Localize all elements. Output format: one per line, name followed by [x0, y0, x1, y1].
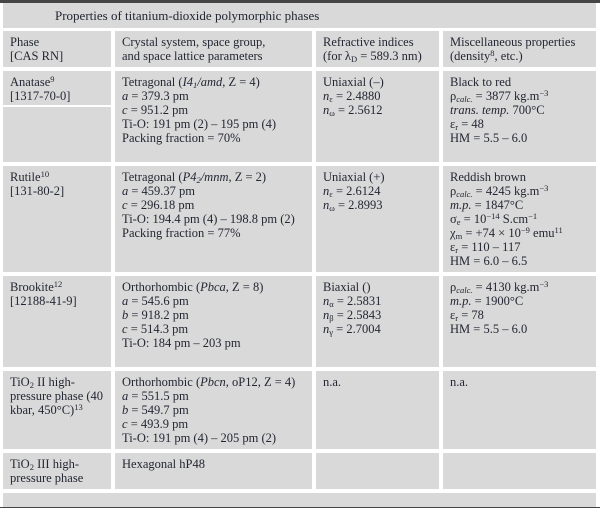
text-segment: [1317-70-0]	[10, 89, 71, 103]
text-segment: S.cm	[499, 212, 529, 226]
text-segment: , etc.)	[494, 49, 523, 63]
table-row	[3, 371, 596, 449]
text-segment: b	[122, 308, 129, 322]
cell-line	[10, 471, 105, 485]
cell-crystal	[115, 31, 312, 67]
text-segment: = 951.2 pm	[127, 103, 189, 117]
text-segment: c	[122, 198, 128, 212]
text-segment: = 78	[458, 308, 484, 322]
text-segment: = 110 – 117	[458, 240, 521, 254]
cell-phase	[3, 166, 111, 272]
text-segment: n	[323, 294, 330, 308]
cell-line	[122, 375, 306, 389]
text-segment: a	[122, 294, 129, 308]
text-segment: Ti-O: 191 pm (2) – 195 pm (4)	[122, 117, 277, 131]
cell-misc	[443, 371, 596, 449]
text-segment: m.p.	[450, 198, 472, 212]
cell-line	[450, 131, 590, 145]
text-segment: Tetragonal (	[122, 75, 183, 89]
cell-line	[10, 389, 105, 403]
text-segment: −1	[528, 211, 538, 221]
text-segment: 2	[196, 175, 201, 185]
cell-line	[122, 457, 306, 471]
cell-line	[122, 431, 306, 445]
text-segment: = 459.37 pm	[128, 184, 196, 198]
text-segment: = 4245 kg.m	[472, 184, 540, 198]
text-segment: (density	[450, 49, 491, 63]
cell-line	[450, 375, 590, 389]
text-segment: c	[122, 322, 128, 336]
cell-line	[122, 35, 306, 49]
text-segment: = 2.4880	[332, 89, 381, 103]
cell-line	[122, 226, 306, 240]
text-segment: 8	[490, 48, 495, 58]
text-segment: e	[456, 217, 461, 227]
text-segment: = 1900°C	[471, 294, 524, 308]
text-segment: ρ	[450, 280, 457, 294]
text-segment: = 48	[458, 117, 484, 131]
text-segment: = 4130 kg.m	[472, 280, 540, 294]
text-segment: Crystal system, space group,	[122, 35, 266, 49]
cell-line	[122, 170, 306, 184]
text-segment: χ	[450, 226, 456, 240]
cell-line	[323, 35, 433, 49]
text-segment: 2	[29, 462, 34, 472]
text-segment: Miscellaneous properties	[450, 35, 576, 49]
cell-line	[450, 198, 590, 212]
text-segment: n	[323, 198, 330, 212]
text-segment: 11	[554, 225, 563, 235]
cell-crystal	[115, 166, 312, 272]
cell-line	[323, 89, 433, 103]
cell-line	[323, 308, 433, 322]
cell-misc	[443, 453, 596, 489]
cell-line	[450, 117, 590, 131]
text-segment: Ti-O: 184 pm – 203 pm	[122, 336, 241, 350]
cell-line	[122, 103, 306, 117]
text-segment: , Z = 2)	[228, 170, 267, 184]
text-segment: , Z = 8)	[225, 280, 264, 294]
cell-line	[10, 89, 105, 103]
text-segment: = 549.7 pm	[128, 403, 189, 417]
text-segment: Anatase	[10, 75, 51, 89]
table-row	[3, 166, 596, 272]
text-segment: Packing fraction = 70%	[122, 131, 241, 145]
text-segment: −3	[539, 279, 549, 289]
text-segment: 10	[40, 169, 50, 179]
text-segment: n.a.	[323, 375, 342, 389]
text-segment: Uniaxial (+)	[323, 170, 385, 184]
text-segment: = +74 × 10	[462, 226, 521, 240]
text-segment: [CAS RN]	[10, 49, 64, 63]
cell-misc	[443, 71, 596, 162]
cell-line	[122, 184, 306, 198]
text-segment: /amd	[197, 75, 223, 89]
cell-phase	[3, 453, 111, 489]
text-segment: Black to red	[450, 75, 512, 89]
text-segment: c	[122, 417, 128, 431]
text-segment: III high-	[33, 457, 80, 471]
cell-line	[122, 117, 306, 131]
text-segment: I4	[182, 75, 193, 89]
text-segment: r	[455, 122, 459, 132]
text-segment: , oP12, Z = 4)	[225, 375, 296, 389]
text-segment: = 10	[460, 212, 487, 226]
text-segment: = 2.7004	[333, 322, 381, 336]
cell-line	[323, 198, 433, 212]
text-segment: [12188-41-9]	[10, 294, 77, 308]
text-segment: , Z = 4)	[222, 75, 260, 89]
table-row	[3, 453, 596, 489]
cell-line	[450, 280, 590, 294]
text-segment: TiO	[10, 457, 30, 471]
text-segment: = 551.5 pm	[128, 389, 189, 403]
table-title: Properties of titanium-dioxide polymorphic phases	[55, 7, 320, 23]
text-segment: and space lattice parameters	[122, 49, 263, 63]
text-segment: Ti-O: 191 pm (4) – 205 pm (2)	[122, 431, 277, 445]
text-segment: HM = 5.5 – 6.0	[450, 131, 528, 145]
text-segment: = 2.5831	[333, 294, 382, 308]
cell-refractive	[316, 371, 439, 449]
table-header-row	[3, 31, 596, 67]
cell-line	[450, 103, 590, 117]
text-segment: n	[323, 322, 330, 336]
text-segment: pressure phase (40	[10, 389, 104, 403]
text-segment: 13	[74, 402, 83, 412]
text-segment: 2	[29, 380, 34, 390]
text-segment: /mnm	[200, 170, 229, 184]
cell-line	[10, 457, 105, 471]
text-segment: = 2.8993	[334, 198, 383, 212]
text-segment: β	[329, 313, 334, 323]
text-segment: calc.	[456, 94, 473, 104]
cell-line	[323, 75, 433, 89]
text-segment: = 493.9 pm	[127, 417, 189, 431]
cell-line	[450, 212, 590, 226]
cell-line	[122, 89, 306, 103]
cell-line	[10, 49, 105, 63]
text-segment: ε	[450, 117, 456, 131]
cell-misc	[443, 276, 596, 367]
text-segment: 9	[50, 74, 55, 84]
text-segment: c	[122, 103, 128, 117]
text-segment: Rutile	[10, 170, 41, 184]
cell-line	[122, 336, 306, 350]
text-segment: TiO	[10, 375, 30, 389]
cell-line	[122, 308, 306, 322]
text-segment: 700°C	[509, 103, 545, 117]
cell-crystal	[115, 71, 312, 162]
cell-crystal	[115, 453, 312, 489]
text-segment: = 918.2 pm	[128, 308, 189, 322]
cell-crystal	[115, 276, 312, 367]
text-segment: P4	[182, 170, 197, 184]
cell-line	[122, 131, 306, 145]
text-segment: HM = 5.5 – 6.0	[450, 322, 528, 336]
text-segment: m	[455, 231, 463, 241]
table-title-band	[3, 3, 596, 28]
text-segment: = 589.3 nm)	[357, 49, 422, 63]
cell-line	[450, 294, 590, 308]
text-segment: ω	[329, 203, 335, 213]
text-segment: n	[323, 89, 330, 103]
table-footer-band	[3, 493, 596, 507]
cell-line	[450, 254, 590, 268]
text-segment: = 1847°C	[471, 198, 524, 212]
text-segment: (for λ	[323, 49, 351, 63]
cell-line	[10, 403, 105, 417]
text-segment: D	[350, 54, 358, 64]
text-segment: emu	[529, 226, 555, 240]
cell-refractive	[316, 276, 439, 367]
cell-line	[122, 417, 306, 431]
text-segment: calc.	[456, 285, 473, 295]
cell-line	[323, 294, 433, 308]
text-segment: Tetragonal (	[122, 170, 183, 184]
text-segment: b	[122, 403, 129, 417]
cell-line	[450, 89, 590, 103]
cell-refractive	[316, 166, 439, 272]
cell-line	[450, 49, 590, 63]
cell-line	[450, 226, 590, 240]
text-segment: 1	[192, 80, 198, 90]
text-segment: γ	[329, 327, 334, 337]
text-segment: σ	[450, 212, 457, 226]
text-segment: [131-80-2]	[10, 184, 65, 198]
text-segment: Biaxial ()	[323, 280, 371, 294]
text-segment: = 2.5843	[333, 308, 382, 322]
text-segment: Uniaxial (–)	[323, 75, 384, 89]
text-segment: ρ	[450, 89, 457, 103]
cell-line	[10, 75, 105, 89]
text-segment: ε	[329, 189, 333, 199]
text-segment: ρ	[450, 184, 457, 198]
cell-phase	[3, 31, 111, 67]
cell-crystal	[115, 371, 312, 449]
text-segment: Refractive indices	[323, 35, 414, 49]
cell-divider	[3, 105, 111, 107]
text-segment: n	[323, 184, 330, 198]
text-segment: r	[455, 313, 459, 323]
cell-line	[323, 280, 433, 294]
cell-line	[450, 75, 590, 89]
cell-refractive	[316, 453, 439, 489]
text-segment: Reddish brown	[450, 170, 527, 184]
text-segment: ε	[329, 94, 333, 104]
cell-line	[10, 375, 105, 389]
cell-line	[323, 375, 433, 389]
text-segment: −3	[539, 88, 549, 98]
cell-line	[10, 35, 105, 49]
cell-line	[122, 280, 306, 294]
text-segment: Ti-O: 194.4 pm (4) – 198.8 pm (2)	[122, 212, 295, 226]
text-segment: kbar, 450°C)	[10, 403, 75, 417]
text-segment: ω	[329, 108, 335, 118]
text-segment: = 3877 kg.m	[472, 89, 540, 103]
text-segment: n	[323, 308, 330, 322]
text-segment: = 514.3 pm	[127, 322, 189, 336]
cell-phase	[3, 71, 111, 162]
cell-refractive	[316, 31, 439, 67]
cell-line	[10, 280, 105, 294]
cell-line	[450, 322, 590, 336]
text-segment: a	[122, 389, 129, 403]
text-segment: = 379.3 pm	[128, 89, 189, 103]
table-row	[3, 276, 596, 367]
text-segment: = 2.6124	[332, 184, 381, 198]
cell-misc	[443, 166, 596, 272]
text-segment: 12	[53, 279, 63, 289]
text-segment: trans. temp.	[450, 103, 510, 117]
cell-line	[122, 198, 306, 212]
text-segment: Packing fraction = 77%	[122, 226, 241, 240]
text-segment: Phase	[10, 35, 40, 49]
text-segment: calc.	[456, 189, 473, 199]
properties-table	[3, 31, 596, 489]
cell-refractive	[316, 71, 439, 162]
text-segment: m.p.	[450, 294, 472, 308]
text-segment: ε	[450, 240, 456, 254]
text-segment: r	[455, 245, 459, 255]
text-segment: Pbcn	[200, 375, 226, 389]
text-segment: −9	[520, 225, 530, 235]
cell-line	[122, 49, 306, 63]
cell-line	[122, 389, 306, 403]
text-segment: Pbca	[200, 280, 226, 294]
text-segment: Brookite	[10, 280, 54, 294]
text-segment: pressure phase	[10, 471, 84, 485]
cell-phase	[3, 371, 111, 449]
text-segment: −14	[486, 211, 500, 221]
text-segment: = 296.18 pm	[127, 198, 195, 212]
text-segment: HM = 6.0 – 6.5	[450, 254, 528, 268]
text-segment: n	[323, 103, 330, 117]
cell-phase	[3, 276, 111, 367]
cell-line	[450, 35, 590, 49]
text-segment: Hexagonal hP48	[122, 457, 205, 471]
text-segment: a	[122, 184, 129, 198]
text-segment: = 545.6 pm	[128, 294, 189, 308]
cell-line	[323, 170, 433, 184]
text-segment: α	[329, 299, 334, 309]
cell-misc	[443, 31, 596, 67]
text-segment: Orthorhombic (	[122, 280, 201, 294]
cell-line	[450, 308, 590, 322]
cell-line	[450, 184, 590, 198]
cell-line	[450, 170, 590, 184]
cell-line	[10, 170, 105, 184]
table-row	[3, 71, 596, 162]
cell-line	[450, 240, 590, 254]
cell-line	[122, 322, 306, 336]
cell-line	[323, 49, 433, 63]
text-segment: n.a.	[450, 375, 469, 389]
cell-line	[122, 294, 306, 308]
text-segment: −3	[539, 183, 549, 193]
cell-line	[122, 212, 306, 226]
text-segment: Orthorhombic (	[122, 375, 201, 389]
text-segment: ε	[450, 308, 456, 322]
cell-line	[10, 184, 105, 198]
text-segment: a	[122, 89, 129, 103]
cell-line	[323, 184, 433, 198]
cell-line	[122, 403, 306, 417]
cell-line	[323, 103, 433, 117]
cell-line	[10, 294, 105, 308]
text-segment: = 2.5612	[334, 103, 383, 117]
text-segment: II high-	[33, 375, 75, 389]
cell-line	[323, 322, 433, 336]
cell-line	[122, 75, 306, 89]
